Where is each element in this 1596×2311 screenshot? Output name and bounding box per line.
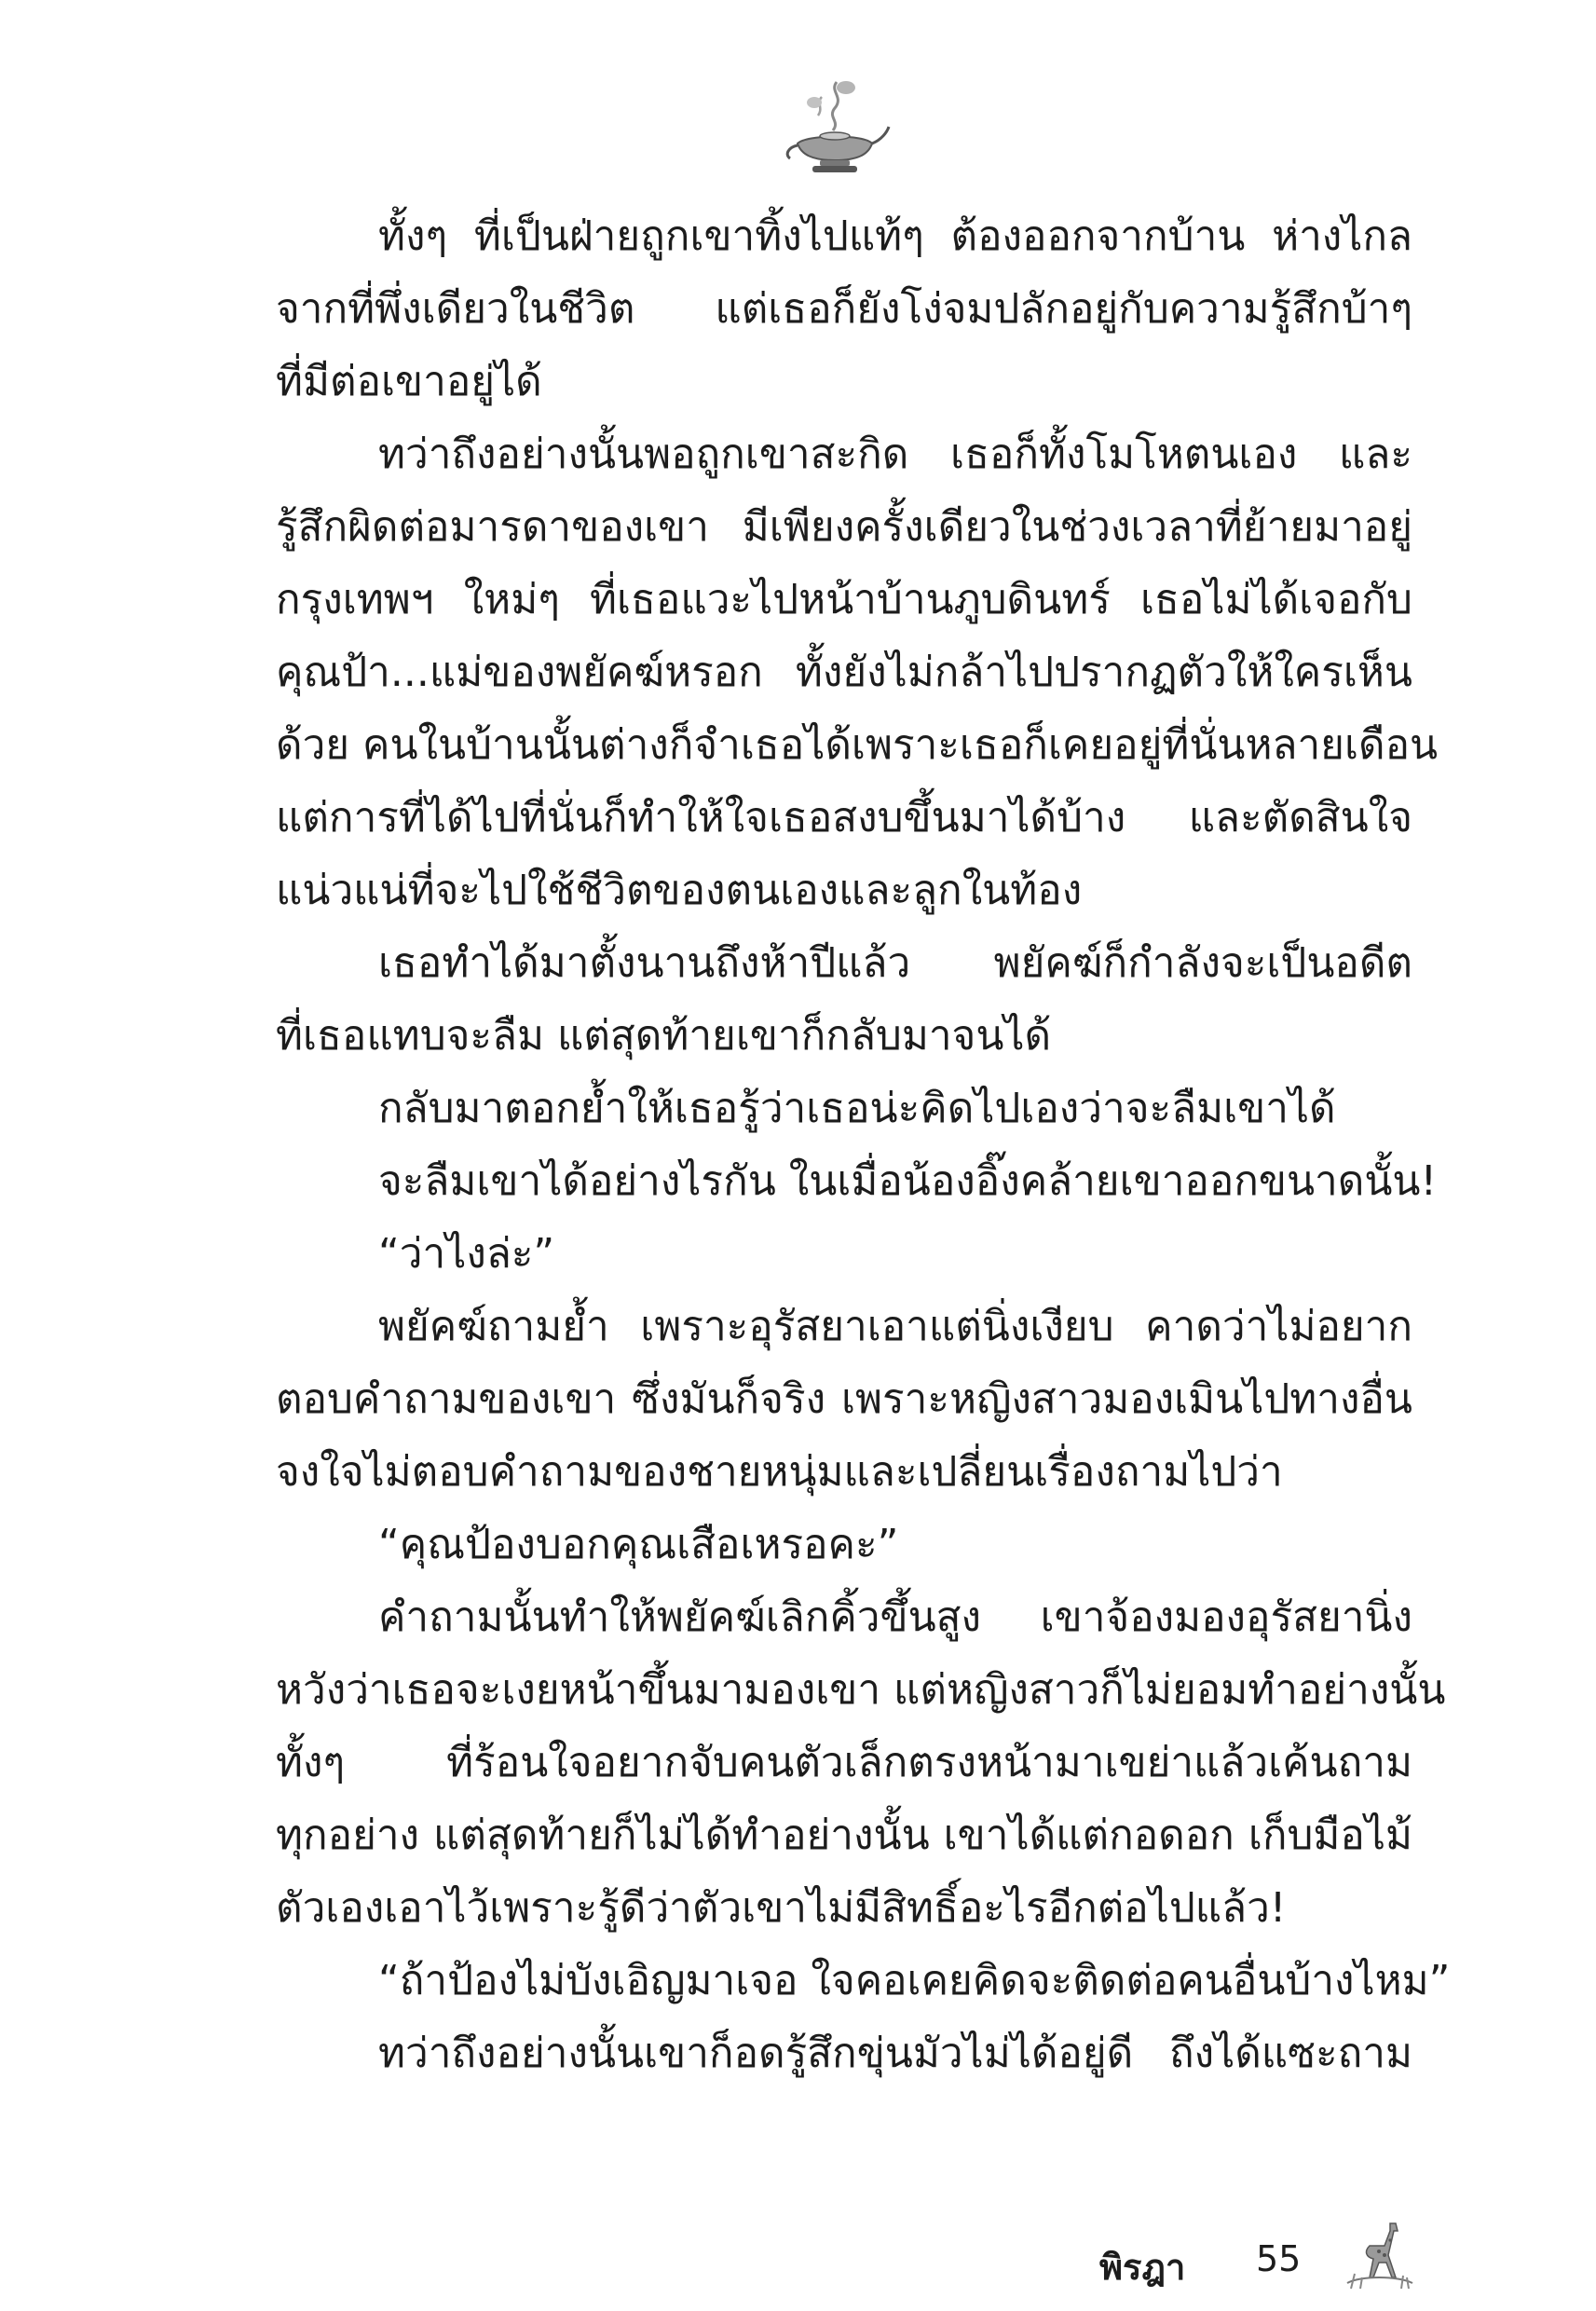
text-line: ตัวเองเอาไว้เพราะรู้ดีว่าตัวเขาไม่มีสิทธิ์อะไรอีกต่อไปแล้ว!	[276, 1884, 1287, 1932]
text-line: หวังว่าเธอจะเงยหน้าขึ้นมามองเขา แต่หญิงสาวก็ไม่ยอมทำอย่างนั้น	[276, 1666, 1446, 1714]
text-line: ทั้งๆ ที่ร้อนใจอยากจับคนตัวเล็กตรงหน้ามาเขย่าแล้วเค้นถาม	[276, 1739, 1412, 1786]
text-line: กรุงเทพฯ ใหม่ๆ ที่เธอแวะไปหน้าบ้านภูบดินทร์ เธอไม่ได้เจอกับ	[276, 576, 1412, 623]
text-line: ตอบคำถามของเขา ซึ่งมันก็จริง เพราะหญิงสาวมองเมินไปทางอื่น	[276, 1375, 1412, 1423]
text-line: จะลืมเขาได้อย่างไรกัน ในเมื่อน้องอิ๊งคล้ายเขาออกขนาดนั้น!	[378, 1157, 1438, 1205]
giraffe-icon	[1342, 2218, 1416, 2292]
text-line: ด้วย คนในบ้านนั้นต่างก็จำเธอได้เพราะเธอก็เคยอยู่ที่นั่นหลายเดือน	[276, 721, 1439, 769]
text-line: ทว่าถึงอย่างนั้นเขาก็อดรู้สึกขุ่นมัวไม่ได้อยู่ดี ถึงได้แซะถาม	[378, 2030, 1412, 2077]
text-line: ทุกอย่าง แต่สุดท้ายก็ไม่ได้ทำอย่างนั้น เขาได้แต่กอดอก เก็บมือไม้	[276, 1812, 1412, 1859]
text-line: คำถามนั้นทำให้พยัคฆ์เลิกคิ้วขึ้นสูง เขาจ้องมองอุรัสยานิ่ง	[378, 1593, 1412, 1641]
text-line: “ถ้าป้องไม่บังเอิญมาเจอ ใจคอเคยคิดจะติดต่อคนอื่นบ้างไหม”	[378, 1957, 1451, 2004]
text-line: ที่มีต่อเขาอยู่ได้	[276, 358, 542, 405]
text-line: ที่เธอแทบจะลืม แต่สุดท้ายเขาก็กลับมาจนได้	[276, 1012, 1052, 1060]
text-line: พยัคฆ์ถามย้ำ เพราะอุรัสยาเอาแต่นิ่งเงียบ คาดว่าไม่อยาก	[378, 1303, 1412, 1350]
text-line: เธอทำได้มาตั้งนานถึงห้าปีแล้ว พยัคฆ์ก็กำลังจะเป็นอดีต	[378, 939, 1412, 987]
text-line: “คุณป้องบอกคุณเสือเหรอคะ”	[378, 1521, 899, 1568]
running-title: พิรฎา	[1099, 2247, 1186, 2288]
text-line: ทว่าถึงอย่างนั้นพอถูกเขาสะกิด เธอก็ทั้งโมโหตนเอง และ	[378, 431, 1412, 478]
page-number: 55	[1256, 2238, 1302, 2279]
text-line: “ว่าไงล่ะ”	[378, 1230, 555, 1278]
text-line: แน่วแน่ที่จะไปใช้ชีวิตของตนเองและลูกในท้อง	[276, 867, 1083, 914]
text-line: ทั้งๆ ที่เป็นฝ่ายถูกเขาทิ้งไปแท้ๆ ต้องออกจากบ้าน ห่างไกล	[378, 212, 1412, 260]
page-footer	[1099, 2218, 1416, 2292]
text-line: กลับมาตอกย้ำให้เธอรู้ว่าเธอน่ะคิดไปเองว่าจะลืมเขาได้	[378, 1085, 1336, 1132]
text-line: จากที่พึ่งเดียวในชีวิต แต่เธอก็ยังโง่จมปลักอยู่กับความรู้สึกบ้าๆ	[276, 285, 1412, 333]
text-line: รู้สึกผิดต่อมารดาของเขา มีเพียงครั้งเดียวในช่วงเวลาที่ย้ายมาอยู่	[276, 503, 1412, 551]
text-line: คุณป้า...แม่ของพยัคฆ์หรอก ทั้งยังไม่กล้าไปปรากฏตัวให้ใครเห็น	[276, 649, 1412, 696]
text-line: แต่การที่ได้ไปที่นั่นก็ทำให้ใจเธอสงบขึ้นมาได้บ้าง และตัดสินใจ	[276, 794, 1412, 841]
text-line: จงใจไม่ตอบคำถามของชายหนุ่มและเปลี่ยนเรื่องถามไปว่า	[276, 1448, 1283, 1496]
body-text	[276, 200, 1451, 2090]
magic-lamp-icon	[779, 75, 891, 177]
